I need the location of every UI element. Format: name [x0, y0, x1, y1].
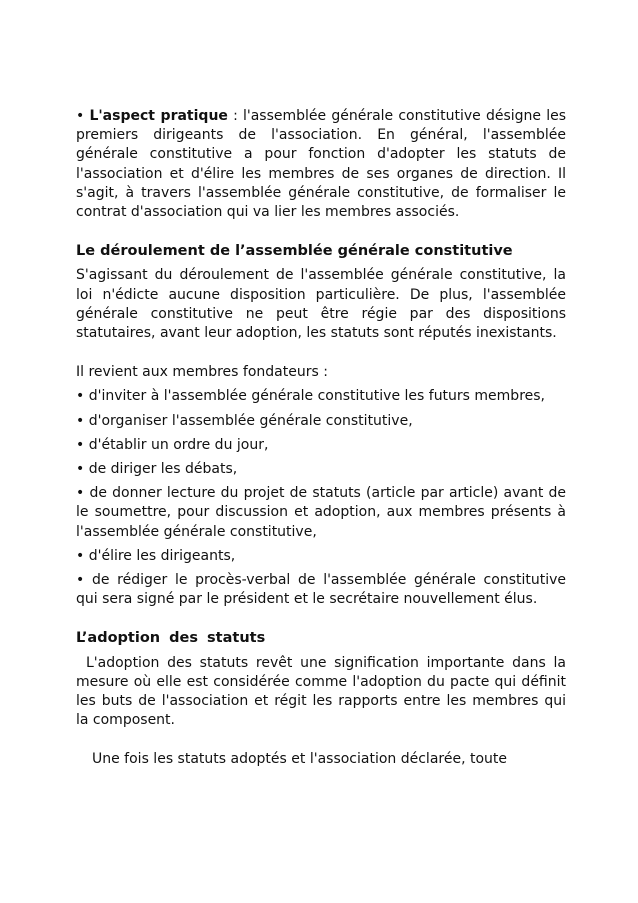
- list-item: [76, 412, 566, 431]
- bullet-glyph: •: [76, 108, 85, 124]
- list-item: [76, 547, 566, 566]
- list-item: [76, 460, 566, 479]
- list-item: [76, 436, 566, 455]
- intro-text: : l'assemblée générale constitutive désigne les premiers dirigeants de l'association. En général, l'assemblée générale constitutive a pour fonction d'adopter les statuts de l'association et d'élire les membres de ses organes de direction. Il s'agit, à travers l'assemblée générale constitutive, de formaliser le contrat d'association qui va lier les membres associés.: [76, 108, 567, 221]
- list-item-text: de donner lecture du projet de statuts (article par article) avant de le soumettre, pour discussion et adoption, aux membres présents à l'assemblée générale constitutive,: [76, 485, 566, 540]
- bullet-glyph: •: [76, 547, 85, 564]
- bullet-glyph: •: [76, 572, 85, 589]
- adoption-paragraph: L'adoption des statuts revêt une signification importante dans la mesure où elle est considérée comme l'adoption du pacte qui définit les buts de l'association et régit les rapports entre les membres qui la composent.: [76, 654, 566, 729]
- bullet-glyph: •: [76, 436, 85, 453]
- intro-paragraph: [76, 107, 566, 222]
- list-item: [76, 387, 566, 406]
- list-item-text: d'organiser l'assemblée générale constitutive,: [88, 412, 413, 429]
- section-heading-adoption: L’adoption des statuts: [76, 630, 266, 647]
- bullet-glyph: •: [76, 461, 85, 478]
- section-heading-deroulement: Le déroulement de l’assemblée générale constitutive: [76, 243, 513, 260]
- deroulement-paragraph: S'agissant du déroulement de l'assemblée générale constitutive, la loi n'édicte aucune disposition particulière. De plus, l'assemblée générale constitutive ne peut être régie par des dispositions statutaires, avant leur adoption, les statuts sont réputés inexistants.: [76, 267, 566, 342]
- list-item: [76, 571, 566, 609]
- bullet-glyph: •: [76, 412, 85, 429]
- adoption-continuation-paragraph: Une fois les statuts adoptés et l'association déclarée, toute: [92, 751, 508, 768]
- bullet-glyph: •: [76, 388, 85, 405]
- document-page: [76, 107, 566, 770]
- list-item-text: d'élire les dirigeants,: [88, 547, 236, 564]
- bullet-glyph: •: [76, 485, 85, 502]
- founders-intro: Il revient aux membres fondateurs :: [76, 364, 328, 381]
- list-item-text: d'établir un ordre du jour,: [88, 436, 269, 453]
- list-item: [76, 484, 566, 542]
- list-item-text: d'inviter à l'assemblée générale constitutive les futurs membres,: [88, 388, 546, 405]
- founders-list: [76, 387, 566, 609]
- list-item-text: de diriger les débats,: [88, 461, 238, 478]
- intro-label: L'aspect pratique: [89, 108, 228, 124]
- list-item-text: de rédiger le procès-verbal de l'assemblée générale constitutive qui sera signé par le président et le secrétaire nouvellement élus.: [76, 572, 567, 608]
